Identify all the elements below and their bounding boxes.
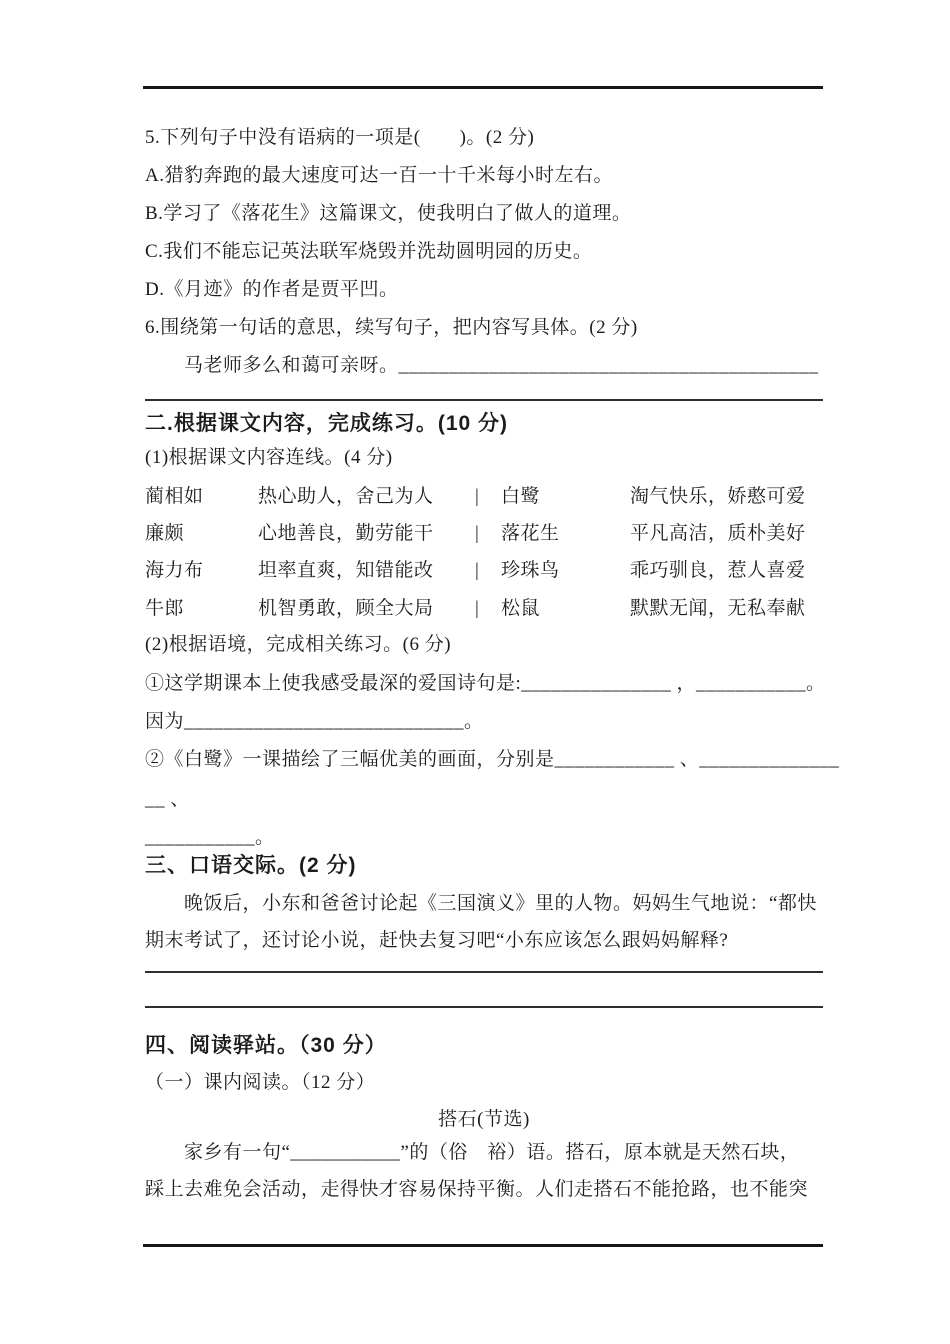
section-2-sub2: (2)根据语境，完成相关练习。(6 分) bbox=[145, 634, 452, 655]
matching-right-name: 落花生 bbox=[501, 523, 560, 544]
matching-row-3 bbox=[145, 552, 835, 590]
matching-divider: | bbox=[475, 486, 480, 507]
question-5-option-c: C.我们不能忘记英法联军烧毁并洗劫圆明园的历史。 bbox=[145, 241, 593, 262]
matching-right-desc: 平凡高洁，质朴美好 bbox=[630, 523, 806, 544]
matching-right-desc: 默默无闻，无私奉献 bbox=[630, 598, 806, 619]
matching-row-2 bbox=[145, 515, 835, 553]
section-3-paragraph-line-2: 期末考试了，还讨论小说，赶快去复习吧“小东应该怎么跟妈妈解释? bbox=[145, 930, 729, 951]
matching-divider: | bbox=[475, 560, 480, 581]
matching-divider: | bbox=[475, 523, 480, 544]
matching-right-name: 松鼠 bbox=[501, 598, 541, 619]
section-3-answer-line-1 bbox=[145, 971, 823, 973]
section-2-title: 二.根据课文内容，完成练习。(10 分) bbox=[145, 412, 509, 435]
section-3-answer-line-2 bbox=[145, 1006, 823, 1008]
matching-left-desc: 热心助人，舍己为人 bbox=[258, 486, 434, 507]
matching-right-desc: 乖巧驯良，惹人喜爱 bbox=[630, 560, 806, 581]
fill-blank-2-line-2: __ 、 bbox=[145, 789, 190, 810]
question-6-answer-lead: 马老师多么和蔼可亲呀。__________________________________________ bbox=[145, 355, 819, 376]
fill-blank-1-line-1: ①这学期课本上使我感受最深的爱国诗句是:_______________ ，___________。 bbox=[145, 673, 826, 694]
question-5-stem: 5.下列句子中没有语病的一项是( )。(2 分) bbox=[145, 127, 535, 148]
section-4-title: 四、阅读驿站。（30 分） bbox=[145, 1034, 387, 1057]
matching-row-4 bbox=[145, 590, 835, 628]
matching-left-name: 蔺相如 bbox=[145, 486, 204, 507]
matching-left-desc: 机智勇敢，顾全大局 bbox=[258, 598, 434, 619]
section-3-title: 三、口语交际。(2 分) bbox=[145, 854, 357, 877]
matching-left-name: 牛郎 bbox=[145, 598, 185, 619]
fill-blank-2-line-3: ___________。 bbox=[145, 827, 275, 848]
matching-row-1 bbox=[145, 478, 835, 516]
passage-title: 搭石(节选) bbox=[438, 1109, 530, 1130]
matching-right-name: 珍珠鸟 bbox=[501, 560, 560, 581]
question-5-option-a: A.猎豹奔跑的最大速度可达一百一十千米每小时左右。 bbox=[145, 165, 613, 186]
matching-right-name: 白鹭 bbox=[501, 486, 541, 507]
question-5-option-d: D.《月迹》的作者是贾平凹。 bbox=[145, 279, 399, 300]
bottom-rule bbox=[143, 1244, 823, 1247]
section-3-paragraph-line-1: 晚饭后，小东和爸爸讨论起《三国演义》里的人物。妈妈生气地说：“都快 bbox=[145, 893, 817, 914]
matching-left-desc: 坦率直爽，知错能改 bbox=[258, 560, 434, 581]
question-5-option-b: B.学习了《落花生》这篇课文，使我明白了做人的道理。 bbox=[145, 203, 632, 224]
passage-line-1: 家乡有一句“___________”的（俗 裕）语。搭石，原本就是天然石块， bbox=[145, 1142, 800, 1163]
question-6-answer-line bbox=[145, 399, 823, 401]
top-rule bbox=[143, 86, 823, 89]
section-2-sub1: (1)根据课文内容连线。(4 分) bbox=[145, 447, 393, 468]
question-6-stem: 6.围绕第一句话的意思，续写句子，把内容写具体。(2 分) bbox=[145, 317, 638, 338]
matching-left-desc: 心地善良，勤劳能干 bbox=[258, 523, 434, 544]
fill-blank-1-line-2: 因为____________________________。 bbox=[145, 711, 484, 732]
matching-divider: | bbox=[475, 598, 480, 619]
matching-left-name: 廉颇 bbox=[145, 523, 185, 544]
matching-left-name: 海力布 bbox=[145, 560, 204, 581]
section-4-sub: （一）课内阅读。（12 分） bbox=[145, 1072, 376, 1093]
matching-right-desc: 淘气快乐，娇憨可爱 bbox=[630, 486, 806, 507]
passage-line-2: 踩上去难免会活动，走得快才容易保持平衡。人们走搭石不能抢路，也不能突 bbox=[145, 1179, 809, 1200]
fill-blank-2-line-1: ②《白鹭》一课描绘了三幅优美的画面，分别是____________ 、______________ bbox=[145, 749, 840, 770]
